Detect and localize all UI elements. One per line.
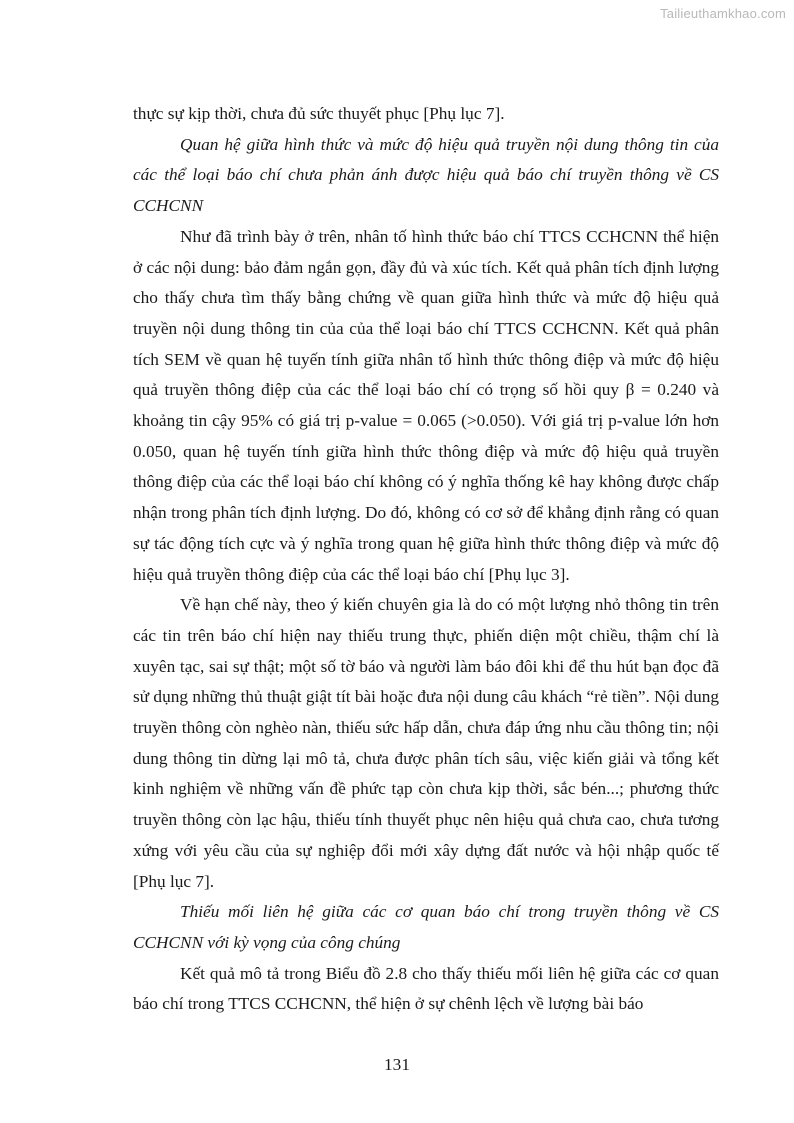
page-number: 131: [384, 1055, 410, 1074]
page-body: [133, 99, 719, 1020]
paragraph-chart-description: Kết quả mô tả trong Biểu đồ 2.8 cho thấy thiếu mối liên hệ giữa các cơ quan báo chí trong TTCS CCHCNN, thể hiện ở sự chênh lệch về lượng bài báo: [133, 963, 719, 1014]
paragraph-expert-opinion: Về hạn chế này, theo ý kiến chuyên gia là do có một lượng nhỏ thông tin trên các tin trên báo chí hiện nay thiếu trung thực, phiến diện một chiều, thậm chí là xuyên tạc, sai sự thật; một số tờ báo và người làm báo đôi khi để thu hút bạn đọc đã sử dụng những thủ thuật giật tít bài hoặc đưa nội dung câu khách “rẻ tiền”. Nội dung truyền thông còn nghèo nàn, thiếu sức hấp dẫn, chưa đáp ứng nhu cầu thông tin; nội dung thông tin dừng lại mô tả, chưa được phân tích sâu, việc kiến giải và tổng kết kinh nghiệm về những vấn đề phức tạp còn chưa kịp thời, sắc bén...; phương thức truyền thông còn lạc hậu, thiếu tính thuyết phục nên hiệu quả chưa cao, chưa tương xứng với yêu cầu của sự nghiệp đổi mới xây dựng đất nước và hội nhập quốc tế [Phụ lục 7].: [133, 595, 719, 891]
paragraph-form-analysis: Như đã trình bày ở trên, nhân tố hình thức báo chí TTCS CCHCNN thể hiện ở các nội dung: bảo đảm ngắn gọn, đầy đủ và xúc tích. Kết quả phân tích định lượng cho thấy chưa tìm thấy bằng chứng về quan giữa hình thức và mức độ hiệu quả truyền nội dung thông tin của của thể loại báo chí TTCS CCHCNN. Kết quả phân tích SEM về quan hệ tuyến tính giữa nhân tố hình thức thông điệp và mức độ hiệu quả truyền thông điệp của các thể loại báo chí có trọng số hồi quy β = 0.240 và khoảng tin cậy 95% có giá trị p-value = 0.065 (>0.050). Với giá trị p-value lớn hơn 0.050, quan hệ tuyến tính giữa hình thức thông điệp và mức độ hiệu quả truyền thông điệp của các thể loại báo chí không có ý nghĩa thống kê hay không được chấp nhận trong phân tích định lượng. Do đó, không có cơ sở để khẳng định rằng có quan sự tác động tích cực và ý nghĩa trong quan hệ giữa hình thức thông điệp và mức độ hiệu quả truyền thông điệp của các thể loại báo chí [Phụ lục 3].: [133, 226, 719, 584]
watermark: Tailieuthamkhao.com: [660, 6, 786, 21]
section-heading-form-effectiveness: Quan hệ giữa hình thức và mức độ hiệu quả truyền nội dung thông tin của các thể loại báo chí chưa phản ánh được hiệu quả báo chí truyền thông về CS CCHCNN: [133, 134, 719, 216]
section-heading-press-linkage: Thiếu mối liên hệ giữa các cơ quan báo chí trong truyền thông về CS CCHCNN với kỳ vọng của công chúng: [133, 902, 719, 952]
paragraph-continuation: thực sự kịp thời, chưa đủ sức thuyết phục [Phụ lục 7].: [133, 104, 505, 123]
